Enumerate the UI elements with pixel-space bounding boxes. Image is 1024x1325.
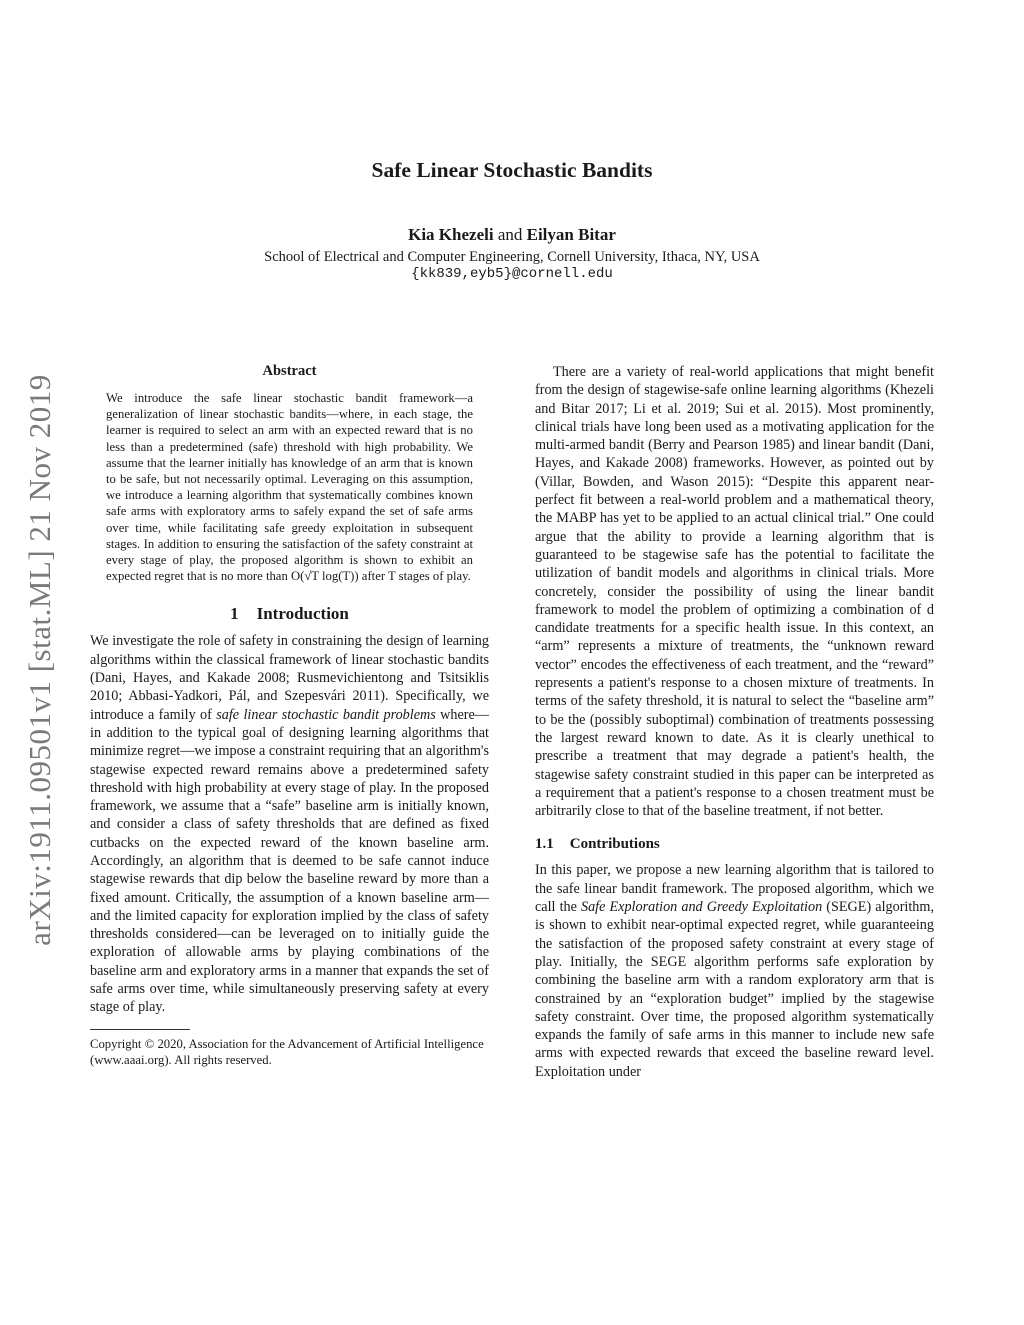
text-span: In this paper, we propose a new learning algorithm that is tailored to the safe linear bandit framework. The proposed algorithm, which we call the [535,862,934,916]
arxiv-stamp [20,340,60,980]
applications-paragraph: There are a variety of real-world applications that might benefit from the design of stagewise-safe online learning algorithms (Khezeli and Bitar 2017; Li et al. 2019; Sui et al. 2015). Most prominently, clinical trials have long been used as a motivating application for the multi-armed bandit (Berry and Pearson 1985) and linear bandit (Dani, Hayes, and Kakade 2008) frameworks. However, as pointed out by (Villar, Bowden, and Wason 2015): “Despite this apparent near-perfect fit between a real-world problem and a mathematical theory, the MABP has yet to be applied to an actual clinical trial.” One could argue that the ability to provide a learning algorithm that is guaranteed to be stagewise safe has the potential to facilitate the utilization of bandit models and algorithms in clinical trials. More concretely, consider the possibility of using the linear bandit framework to model the problem of optimizing a combination of d candidate treatments for a specific health issue. In this context, an “arm” represents a mixture of treatments, the “unknown reward vector” encodes the effectiveness of each treatment, and the “reward” represents a patient's response to a chosen mixture of treatments. In terms of the safety threshold, it is natural to select the “baseline arm” to be the (possibly suboptimal) combination of treatments possessing the largest reward known to date. As it is clearly unethical to prescribe a treatment that may degrade a patient's health, the stagewise safety constraint studied in this paper can be interpreted as a requirement that a patient's response to a chosen treatment must be arbitrarily close to that of the baseline treatment, if not better. [535,364,934,820]
copyright-footnote: Copyright © 2020, Association for the Advancement of Artificial Intelligence (www.aaai.org). All rights reserved. [90,1036,484,1067]
abstract-heading: Abstract [262,363,317,379]
subsection-number: 1.1 [535,836,554,853]
footnote-divider [90,1029,190,1030]
text-span: We investigate the role of safety in constraining the design of learning algorithms within the classical framework of linear stochastic bandits (Dani, Hayes, and Kakade 2008; Rusmevichientong and Tsitsiklis 2010; Abbasi-Yadkori, Pál, and Szepesvári 2011). Specifically, we introduce a family of [90,633,489,723]
paper-title: Safe Linear Stochastic Bandits [371,158,653,182]
author-name: Kia Khezeli [408,225,494,244]
section-number: 1 [230,604,239,624]
subsection-title: Contributions [569,836,660,853]
text-span: (SEGE) algorithm, is shown to exhibit near-optimal expected regret, while guaranteeing the satisfaction of the proposed safety constraint at every stage of play. Initially, the SEGE algorithm performs safe exploration by combining the baseline arm with a random exploratory arm that is constrained by an “exploration budget” implied by the stagewise safety constraint. Over time, the proposed algorithm systematically expands the family of safe arms in this manner to include new safe arms with expected rewards that exceed the baseline reward level. Exploitation under [535,899,934,1080]
emphasized-term: Safe Exploration and Greedy Exploitation [580,899,823,916]
introduction-paragraph [90,632,489,1016]
subsection-heading-contributions [535,836,934,853]
author-conjunction: and [497,225,523,244]
affiliation: School of Electrical and Computer Engineering, Cornell University, Ithaca, NY, USA [264,249,760,265]
arxiv-id[interactable]: arXiv:1911.09501v1 [stat.ML] 21 Nov 2019 [22,374,57,946]
author-line [0,225,1024,245]
author-email[interactable]: {kk839,eyb5}@cornell.edu [411,266,613,282]
author-name: Eilyan Bitar [526,225,616,244]
text-span: where—in addition to the typical goal of designing learning algorithms that minimize regret—we impose a constraint requiring that an algorithm's stagewise expected reward remains above a predetermined safety threshold with high probability at every stage of play. In the proposed framework, we assume that a “safe” baseline arm is initially known, and consider a class of safety thresholds that are defined as fixed cutbacks on the expected reward of the known baseline arm. Accordingly, an algorithm that is deemed to be safe cannot induce stagewise rewards that dip below the baseline reward by more than a fixed amount. Critically, the assumption of a known baseline arm—and the limited capacity for exploration implied by the class of safety thresholds considered—can be leveraged on to initially guide the exploration of allowable arms by playing combinations of the baseline arm and exploratory arms in a manner that expands the set of safe arms over time, while simultaneously preserving safety at every stage of play. [90,706,489,1016]
section-heading-introduction [90,604,489,624]
abstract-text: We introduce the safe linear stochastic bandit framework—a generalization of linear stochastic bandits—where, in each stage, the learner is required to select an arm with an expected reward that is no less than a predetermined (safe) threshold with high probability. We assume that the learner initially has knowledge of an arm that is known to be safe, but not necessarily optimal. Leveraging on this assumption, we introduce a learning algorithm that systematically combines known safe arms with exploratory arms to safely expand the set of safe arms over time, while facilitating safe greedy exploitation in subsequent stages. In addition to ensuring the satisfaction of the safety constraint at every stage of play, the proposed algorithm is shown to exhibit an expected regret that is no more than O(√T log(T)) after T stages of play. [106,391,473,584]
right-column [535,363,934,1081]
contributions-paragraph [535,861,934,1081]
section-title: Introduction [256,604,349,624]
left-column [90,363,489,1068]
emphasized-term: safe linear stochastic bandit problems [216,706,436,723]
